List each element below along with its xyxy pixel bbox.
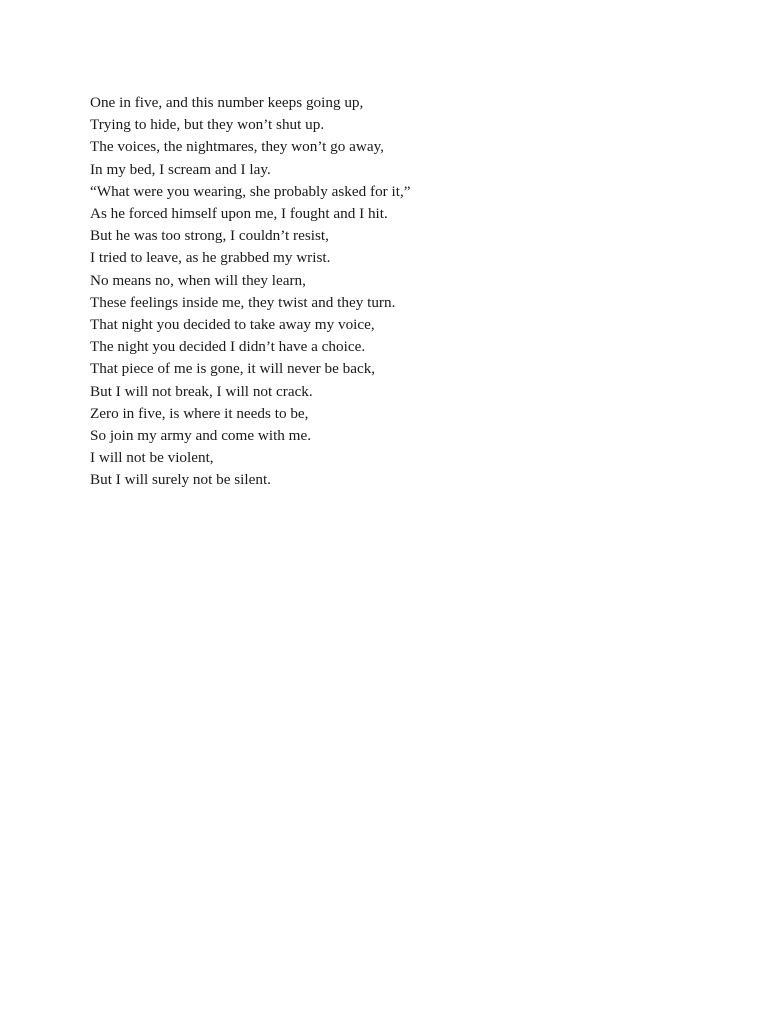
poem-line: In my bed, I scream and I lay. — [90, 160, 271, 178]
poem-line: As he forced himself upon me, I fought and I hit. — [90, 205, 388, 223]
poem-line: The voices, the nightmares, they won’t go away, — [90, 138, 384, 156]
poem-line: No means no, when will they learn, — [90, 271, 306, 289]
poem-line: I tried to leave, as he grabbed my wrist. — [90, 249, 331, 267]
poem-line: That piece of me is gone, it will never be back, — [90, 360, 376, 378]
poem-line: Zero in five, is where it needs to be, — [90, 404, 309, 422]
poem-line: But I will surely not be silent. — [90, 471, 271, 489]
poem-line: I will not be violent, — [90, 449, 214, 467]
poem-line: Trying to hide, but they won’t shut up. — [90, 116, 325, 134]
poem-line: But he was too strong, I couldn’t resist, — [90, 227, 329, 245]
poem-line: “What were you wearing, she probably asked for it,” — [90, 182, 411, 200]
poem-line: That night you decided to take away my voice, — [90, 316, 375, 334]
poem-text — [90, 92, 411, 492]
poem-line: One in five, and this number keeps going up, — [90, 94, 364, 111]
poem-line: The night you decided I didn’t have a choice. — [90, 338, 366, 356]
poem-line: So join my army and come with me. — [90, 427, 312, 445]
poem-line: These feelings inside me, they twist and they turn. — [90, 293, 396, 311]
poem-line: But I will not break, I will not crack. — [90, 382, 313, 400]
